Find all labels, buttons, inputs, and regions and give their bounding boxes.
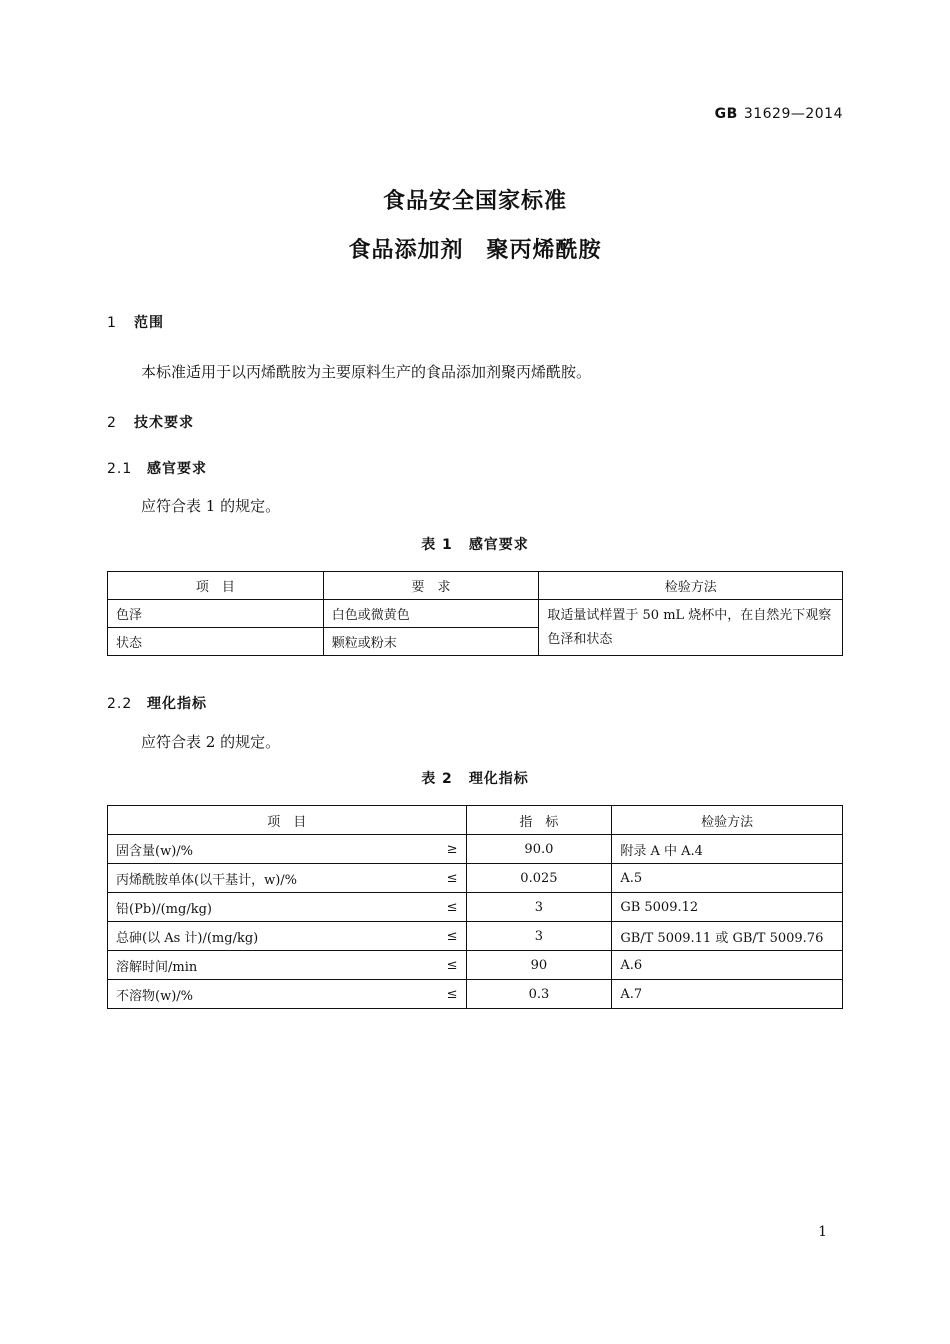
cell-method: GB/T 5009.11 或 GB/T 5009.76 (612, 922, 843, 951)
relation-symbol: ≤ (446, 870, 458, 886)
cell-item (108, 980, 467, 1009)
section-2-2-text: 应符合表 2 的规定。 (141, 733, 281, 751)
section-1-heading (107, 312, 164, 332)
header-requirement: 要 求 (323, 572, 539, 600)
item-name: 不溶物(w)/% (116, 988, 194, 1004)
table-row (108, 864, 843, 893)
section-title: 感官要求 (147, 461, 207, 477)
table-1-caption (0, 534, 950, 554)
header-method: 检验方法 (539, 572, 843, 600)
section-2-2-heading (107, 693, 207, 713)
cell-value: 0.025 (466, 864, 612, 893)
table-row (108, 600, 843, 628)
cell-value: 3 (466, 893, 612, 922)
table-number: 表 1 (421, 537, 453, 553)
cell-requirement: 颗粒或粉末 (323, 628, 539, 656)
standard-code (715, 106, 843, 122)
cell-method: 取适量试样置于 50 mL 烧杯中，在自然光下观察色泽和状态 (539, 600, 843, 656)
cell-requirement: 白色或微黄色 (323, 600, 539, 628)
item-name: 丙烯酰胺单体(以干基计，w)/% (116, 872, 298, 888)
section-2-1-text: 应符合表 1 的规定。 (141, 497, 281, 515)
sensory-requirements-table (107, 571, 843, 656)
cell-item (108, 893, 467, 922)
cell-item (108, 835, 467, 864)
cell-method: GB 5009.12 (612, 893, 843, 922)
header-item: 项 目 (108, 572, 324, 600)
header-method: 检验方法 (612, 806, 843, 835)
relation-symbol: ≤ (446, 986, 458, 1002)
page-number: 1 (818, 1224, 827, 1240)
section-number: 2 (107, 415, 117, 431)
cell-item: 状态 (108, 628, 324, 656)
table-header-row (108, 572, 843, 600)
relation-symbol: ≥ (446, 841, 458, 857)
section-2-heading (107, 412, 194, 432)
physicochemical-indicators-table (107, 805, 843, 1009)
table-row (108, 951, 843, 980)
table-row (108, 893, 843, 922)
item-name: 溶解时间/min (116, 959, 198, 975)
section-number: 2.2 (107, 696, 133, 712)
header-indicator: 指 标 (466, 806, 612, 835)
document-title: 食品安全国家标准 (382, 189, 567, 214)
cell-item (108, 922, 467, 951)
item-name: 固含量(w)/% (116, 843, 194, 859)
section-title: 范围 (134, 315, 164, 331)
standard-number: 31629—2014 (743, 106, 843, 122)
standard-prefix: GB (714, 106, 738, 122)
item-name: 总砷(以 As 计)/(mg/kg) (116, 930, 259, 946)
relation-symbol: ≤ (446, 957, 458, 973)
header-item: 项 目 (108, 806, 467, 835)
section-number: 2.1 (107, 461, 133, 477)
cell-item (108, 951, 467, 980)
table-row (108, 922, 843, 951)
relation-symbol: ≤ (446, 928, 458, 944)
section-2-1-heading (107, 458, 207, 478)
document-subtitle: 食品添加剂 聚丙烯酰胺 (348, 238, 602, 263)
cell-method: 附录 A 中 A.4 (612, 835, 843, 864)
cell-value: 90.0 (466, 835, 612, 864)
item-name: 铅(Pb)/(mg/kg) (116, 901, 212, 917)
table-row (108, 980, 843, 1009)
section-title: 技术要求 (134, 415, 194, 431)
cell-method: A.5 (612, 864, 843, 893)
cell-item: 色泽 (108, 600, 324, 628)
relation-symbol: ≤ (446, 899, 458, 915)
table-2-caption (0, 768, 950, 788)
table-caption-text: 感官要求 (468, 537, 529, 553)
section-number: 1 (107, 315, 117, 331)
cell-value: 0.3 (466, 980, 612, 1009)
cell-value: 90 (466, 951, 612, 980)
table-header-row (108, 806, 843, 835)
section-1-text: 本标准适用于以丙烯酰胺为主要原料生产的食品添加剂聚丙烯酰胺。 (141, 363, 592, 381)
cell-item (108, 864, 467, 893)
table-caption-text: 理化指标 (468, 771, 529, 787)
cell-method: A.6 (612, 951, 843, 980)
section-title: 理化指标 (147, 696, 207, 712)
table-number: 表 2 (421, 771, 453, 787)
cell-method: A.7 (612, 980, 843, 1009)
table-row (108, 835, 843, 864)
cell-value: 3 (466, 922, 612, 951)
